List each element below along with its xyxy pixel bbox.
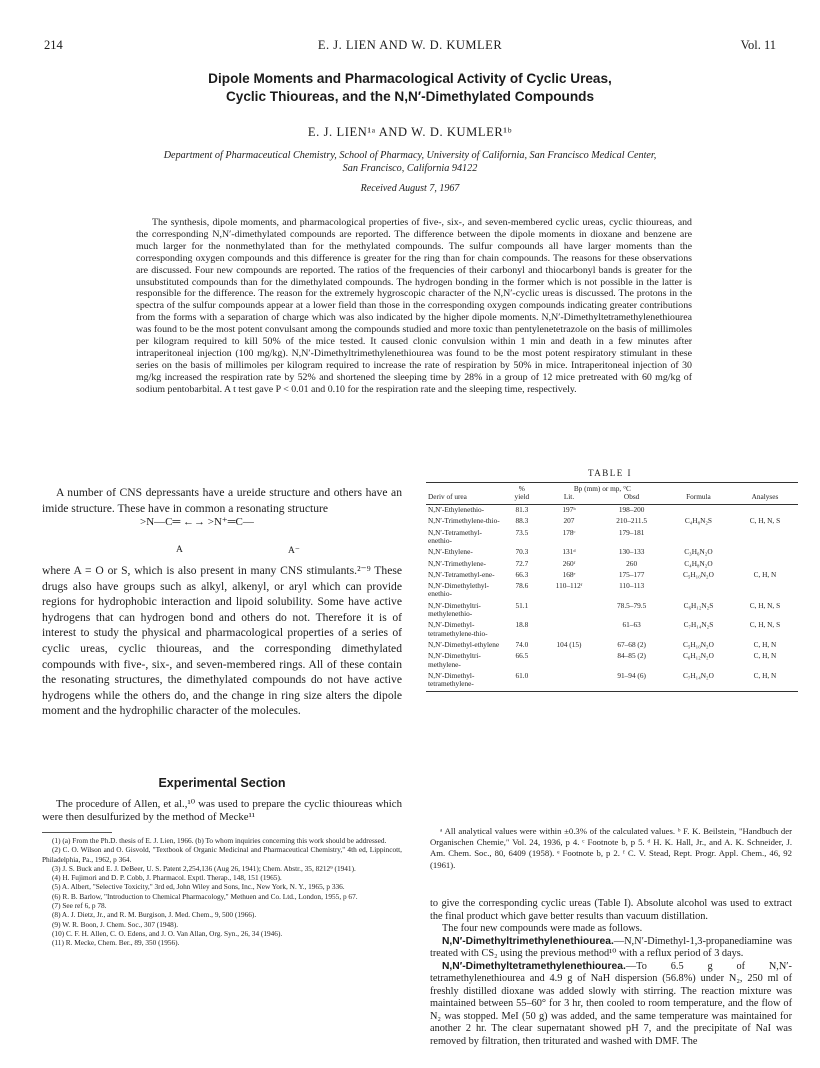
cell-analyses: C, H, N: [753, 651, 777, 661]
cell-deriv: N,N′-Dimethylethyl-enethio-: [428, 581, 489, 599]
cell-lit: 178ᶜ: [562, 527, 576, 537]
cell-deriv: N,N′-Trimethylene-: [428, 558, 486, 568]
data-table: [426, 482, 798, 692]
title-line-2: Cyclic Thioureas, and the N,N′-Dimethylated Compounds: [225, 89, 595, 104]
cell-obsd: 130–133: [618, 547, 645, 557]
cell-formula: [665, 527, 732, 547]
table-row: [426, 600, 798, 620]
cell-deriv: N,N′-Dimethyltri-methylene-: [428, 651, 481, 669]
cell-formula: C₅H₁₀N₂O: [683, 639, 714, 649]
table-row: [426, 651, 798, 671]
table-row: [426, 516, 798, 527]
volume-label: Vol. 11: [740, 38, 776, 52]
footnote: (1) (a) From the Ph.D. thesis of E. J. Lien, 1966. (b) To whom inquiries concerning this work should be addressed.: [52, 836, 387, 845]
cell-lit: 110–112ᶠ: [555, 581, 583, 591]
article-title: [60, 70, 760, 106]
cell-yield: 70.3: [515, 547, 529, 557]
running-authors: E. J. LIEN AND W. D. KUMLER: [317, 38, 503, 52]
cell-yield: 61.0: [504, 670, 540, 692]
cell-obsd: 210–211.5: [616, 516, 647, 526]
cell-obsd: 91–94 (6): [598, 670, 665, 692]
section-heading: Experimental Section: [158, 776, 286, 790]
col-header-obsd: Obsd: [598, 493, 665, 504]
compound-heading: N,N′-Dimethyltetramethylenethiourea.: [442, 960, 626, 972]
cell-analyses: C, H, N: [732, 670, 798, 692]
footnote: (4) H. Fujimori and D. P. Cobb, J. Pharmacol. Exptl. Therap., 148, 151 (1965).: [52, 873, 282, 883]
cell-formula: C₆H₁₂N₂S: [683, 600, 714, 610]
resonance-formula: >N—C═ ←→ >N⁺═C—: [140, 516, 254, 528]
table-row: [426, 581, 798, 601]
cell-deriv: N,N′-Trimethylene-thio-: [428, 516, 500, 526]
abstract: The synthesis, dipole moments, and pharmacological properties of five-, six-, and seven-membered cyclic ureas, cyclic thioureas, and the corresponding N,N′-dimethylated compounds are reported. The difference between the dipole moments in dioxane and benzene are much larger for the nonmethylated than for the methylated compounds. The sulfur compounds all have larger moments than the corresponding oxygen compounds and this difference is greater for the ring than for chain compounds. The reasons for these observations are discussed. Four new compounds are reported. The ratios of the frequencies of their carbonyl and thiocarbonyl bands is greater for the unsubstituted compounds than for the dimethylated compounds. The hydrogen bonding in the former which is not possible in the latter is responsible for the difference. The reason for the extremely hygroscopic character of the N,N′-cyclic ureas is discussed. The protons in the spectra of the sulfur compounds appear at a lower field than those in the corresponding oxygen compounds indicating greater contributions from the forms with a separation of charge which was also indicated by the higher dipole moments. N,N′-Dimethyltetramethylenethiourea was found to be the most potent convulsant among the compounds studied and more toxic than pentylenetetrazole on the basis of millimoles per kilogram required to kill 50% of the mice tested. It caused clonic convulsion within 1 min and death in a few minutes after intraperitoneal injection (100 mg/kg). N,N′-Dimethyltrimethylenethiourea was found to be the most potent respiratory stimulant in these series on the basis of millimoles per kilogram required to increase the rate of respiration by 50% in mice. Intraperitoneal injection of 30 mg/kg increased the respiration rate by 52% and shortened the sleeping time by 28% in a group of 12 mice pretreated with 60 mg/kg of sodium pentobarbital. A t test gave P < 0.01 and 0.10 for the respiration rate and the sleeping time, respectively.: [136, 217, 692, 395]
cell-yield: 66.3: [515, 569, 529, 579]
cell-obsd: 110–113: [619, 581, 645, 591]
cell-lit: [540, 670, 599, 692]
affiliation-line-2: San Francisco, California 94122: [342, 162, 478, 174]
cell-obsd: 84–85 (2): [617, 651, 646, 661]
cell-yield: 72.7: [515, 558, 529, 568]
cell-lit: 104 (15): [556, 639, 582, 649]
cell-lit: 131ᵈ: [562, 547, 576, 557]
cell-yield: 74.0: [515, 639, 529, 649]
cell-lit: [540, 620, 599, 640]
affiliation: [70, 150, 750, 175]
footnote: (5) A. Albert, "Selective Toxicity," 3rd ed, John Wiley and Sons, Inc., New York, N. Y., 1965, p 336.: [52, 882, 345, 892]
title-line-1: Dipole Moments and Pharmacological Activity of Cyclic Ureas,: [208, 71, 612, 86]
footnotes: [42, 836, 402, 948]
table-notes: ᵃ All analytical values were within ±0.3% of the calculated values. ᵇ F. K. Beilstein, "Handbuch der Organischen Chemie," Vol. 24, 1936, p 4. ᶜ Footnote b, p 5. ᵈ H. K. Hall, Jr., and A. K. Schneider, J. Am. Chem. Soc., 80, 6409 (1958). ᵉ Footnote b, p 2. ᶠ C. V. Stead, Rept. Progr. Appl. Chem., 46, 92 (1961).: [430, 826, 792, 870]
cell-deriv: N,N′-Dimethyl-tetramethylene-: [426, 670, 504, 692]
resonance-atom-a-minus: A⁻: [288, 546, 300, 556]
cell-analyses: C, H, N, S: [749, 620, 781, 630]
cell-yield: 81.3: [515, 505, 529, 515]
cell-deriv: N,N′-Dimethyl-ethylene: [428, 639, 500, 649]
cell-obsd: 78.5–79.5: [617, 600, 647, 610]
cell-deriv: N,N′-Dimethyltri-methylenethio-: [428, 600, 481, 619]
footnote: (10) C. F. H. Allen, C. O. Edens, and J. O. Van Allan, Org. Syn., 26, 34 (1946).: [52, 928, 283, 938]
right-column-text: [430, 898, 792, 1048]
cell-yield: 78.6: [515, 581, 529, 591]
cell-lit: 197ᵇ: [562, 505, 576, 515]
cell-obsd: 179–181: [618, 527, 645, 537]
cell-yield: 51.1: [515, 600, 529, 610]
col-header-bp: Bp (mm) or mp, °C: [573, 484, 631, 493]
footnote: (8) A. J. Dietz, Jr., and R. M. Burgison, J. Med. Chem., 9, 500 (1966).: [52, 910, 257, 920]
cell-analyses: [732, 547, 798, 558]
intro-paragraph-1: A number of CNS depressants have a ureide structure and others have an imide structure. These have in common a resonating structure: [42, 486, 402, 515]
col-header-formula: Formula: [665, 493, 732, 504]
footnote: (2) C. O. Wilson and O. Gisvold, "Textbook of Organic Medicinal and Pharmaceutical Chemistry," 4th ed, Lippincott, Philadelphia, Pa., 1962, p 364.: [42, 845, 402, 864]
footnote: (11) R. Mecke, Chem. Ber., 89, 350 (1956).: [52, 938, 180, 948]
compound-heading: N,N′-Dimethyltrimethylenethiourea.: [442, 935, 614, 947]
cell-obsd: 260: [626, 558, 638, 568]
intro-paragraph-2: where A = O or S, which is also present in many CNS stimulants.²⁻⁹ These drugs also have groups such as alkyl, alkenyl, or aryl which can provide regions for hydrophobic interaction and lipoid solubility. Some have active hydrogens that can hydrogen bond and others do not. Therefore it is of interest to study the physical and pharmacological properties of a series of cyclic ureas, cyclic thioureas, and the corresponding dimethylated compounds with five-, six-, and seven-membered rings. All of these contain the resonating structures, the dimethylated compounds do not have active hydrogens while the others do, and the change in ring size alters the dipole moment and the hydrophilic character of the molecules.: [42, 564, 402, 718]
cell-formula: C₄H₈N₂S: [684, 516, 712, 526]
affiliation-line-1: Department of Pharmaceutical Chemistry, School of Pharmacy, University of California, San Francisco Medical Center,: [163, 150, 657, 161]
running-header: [44, 38, 776, 54]
cell-yield: 66.5: [515, 651, 529, 661]
resonance-atom-a: A: [176, 545, 183, 555]
footnote-rule: [42, 832, 112, 833]
new-compounds-intro: The four new compounds were made as follows.: [442, 923, 643, 934]
table-row: [426, 527, 798, 547]
cell-obsd: 198–200: [618, 505, 645, 515]
cell-formula: [665, 504, 732, 516]
cell-formula: C₃H₆N₂O: [684, 547, 713, 557]
col-header-lit: Lit.: [540, 493, 599, 504]
cell-obsd: 67–68 (2): [617, 639, 646, 649]
cell-analyses: C, H, N, S: [749, 600, 781, 610]
cell-formula: C₅H₁₀N₂O: [683, 569, 714, 579]
cell-analyses: [732, 581, 798, 601]
footnote: (6) R. B. Barlow, "Introduction to Chemical Pharmacology," Methuen and Co. Ltd., London, 1955, p 67.: [52, 891, 358, 901]
table-row: [426, 639, 798, 650]
cell-deriv: N,N′-Tetramethyl-ene-: [428, 569, 495, 579]
footnote: (7) See ref 6, p 78.: [52, 901, 107, 911]
table-row: [426, 620, 798, 640]
cell-obsd: 175–177: [618, 569, 645, 579]
procedure-text: —To 6.5 g of N,N′-tetramethylenethiourea and 4.9 g of NaH dispersion (56.8%) under N₂, 250 ml of freshly distilled dioxane was added slowly with stirring. The reaction mixture was maintained between 55–60° for 3 hr, then cooled to room temperature, and the flow of N₂ was stopped. MeI (50 g) was added, and the same temperature was maintained for another 2 hr. The clear supernatant showed pH 7, and the precipitate of NaI was removed by filtration, then triturated and washed with DMF. The: [430, 960, 792, 1047]
author-list: E. J. LIEN¹ᵃ AND W. D. KUMLER¹ᵇ: [307, 125, 513, 139]
cell-deriv: N,N′-Ethylenethio-: [428, 505, 485, 515]
procedure-paragraph-1: [430, 936, 792, 961]
continued-paragraph: to give the corresponding cyclic ureas (Table I). Absolute alcohol was used to extract the final product which gave better results than vacuum distillation.: [430, 898, 792, 922]
cell-lit: [540, 651, 599, 671]
table-row: [426, 558, 798, 569]
cell-yield: 88.3: [515, 516, 529, 526]
col-header-analyses: Analyses: [732, 493, 798, 504]
cell-obsd: 61–63: [622, 620, 641, 630]
cell-formula: C₄H₈N₂O: [684, 558, 713, 568]
cell-lit: [540, 600, 599, 620]
footnote: (3) J. S. Buck and E. J. DeBeer, U. S. Patent 2,254,136 (Aug 26, 1941); Chem. Abstr., 35, 8212⁹ (1941).: [52, 863, 356, 873]
cell-deriv: N,N′-Dimethyl-tetramethylene-thio-: [428, 620, 488, 638]
experimental-text: The procedure of Allen, et al.,¹⁰ was used to prepare the cyclic thioureas which were then desulfurized by the method of Mecke¹¹: [42, 798, 402, 824]
cell-analyses: C, H, N: [753, 569, 777, 579]
cell-analyses: C, H, N, S: [749, 516, 781, 526]
received-date: Received August 7, 1967: [360, 183, 460, 194]
cell-formula: C₆H₁₂N₂O: [683, 651, 714, 661]
table-row: [426, 547, 798, 558]
procedure-text: —N,N′-Dimethyl-1,3-propanediamine was treated with CS₂ using the previous method¹⁰ with a reflux period of 3 days.: [430, 935, 792, 959]
cell-lit: 207: [563, 516, 575, 526]
table-row: [426, 569, 798, 580]
page-number: 214: [44, 38, 63, 52]
cell-lit: 260ᶠ: [562, 558, 576, 568]
cell-analyses: [732, 527, 798, 547]
col-header-yield-top: %: [518, 484, 525, 493]
col-header-yield: yield: [504, 493, 540, 504]
cell-formula: C₇H₁₄N₂O: [665, 670, 732, 692]
cell-deriv: N,N′-Ethylene-: [428, 547, 473, 557]
procedure-paragraph-2: [430, 961, 792, 1049]
table-row: [426, 504, 798, 516]
cell-lit: 168ᵉ: [562, 569, 576, 579]
cell-deriv: N,N′-Tetramethyl-enethio-: [428, 527, 482, 545]
cell-analyses: C, H, N: [753, 639, 777, 649]
cell-yield: 18.8: [515, 620, 529, 630]
col-header-deriv: Deriv of urea: [426, 493, 504, 504]
cell-analyses: [732, 504, 798, 516]
table-row: [426, 670, 798, 692]
cell-formula: C₇H₁₄N₂S: [683, 620, 714, 630]
cell-formula: [665, 581, 732, 601]
cell-yield: 73.5: [515, 527, 529, 537]
resonance-structure: [140, 515, 380, 561]
footnote: (9) W. R. Boon, J. Chem. Soc., 307 (1948).: [52, 919, 179, 929]
table-caption: TABLE I: [587, 468, 633, 478]
cell-analyses: [732, 558, 798, 569]
